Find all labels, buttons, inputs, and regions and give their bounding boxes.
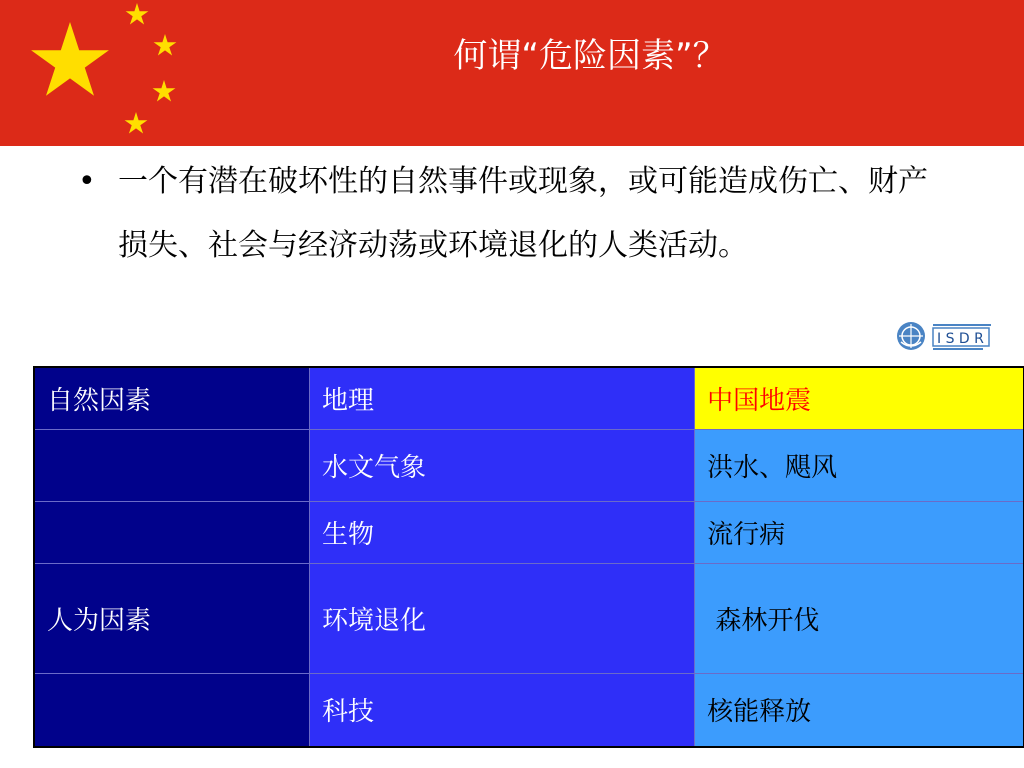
category-cell bbox=[34, 501, 309, 563]
category-cell: 自然因素 bbox=[34, 367, 309, 429]
hazard-definition: 一个有潜在破坏性的自然事件或现象，或可能造成伤亡、财产损失、社会与经济动荡或环境退化的人类活动。 bbox=[118, 164, 928, 263]
small-star-icon bbox=[125, 112, 148, 134]
category-cell bbox=[34, 673, 309, 747]
table-row bbox=[34, 367, 1024, 429]
type-cell: 科技 bbox=[309, 673, 694, 747]
slide-title: 何谓“危险因素”？ bbox=[453, 36, 727, 76]
hazard-table bbox=[33, 366, 1024, 748]
bullet-marker: • bbox=[78, 164, 96, 199]
example-cell-highlighted: 中国地震 bbox=[695, 367, 1024, 429]
large-star-icon bbox=[31, 22, 109, 96]
category-cell bbox=[34, 429, 309, 501]
table-row bbox=[34, 429, 1024, 501]
type-cell: 地理 bbox=[309, 367, 694, 429]
example-cell: 森林开伐 bbox=[695, 563, 1024, 673]
small-star-icon bbox=[126, 3, 149, 25]
small-star-icon bbox=[154, 34, 177, 56]
table-row bbox=[34, 501, 1024, 563]
type-cell: 生物 bbox=[309, 501, 694, 563]
title-banner bbox=[0, 0, 1024, 146]
small-star-icon bbox=[153, 80, 176, 102]
table-row bbox=[34, 673, 1024, 747]
type-cell: 环境退化 bbox=[309, 563, 694, 673]
flag-stars bbox=[0, 0, 200, 146]
isdr-logo bbox=[895, 320, 995, 352]
example-cell: 洪水、飓风 bbox=[695, 429, 1024, 501]
svg-text:I S D R: I S D R bbox=[937, 331, 984, 347]
type-cell: 水文气象 bbox=[309, 429, 694, 501]
category-cell: 人为因素 bbox=[34, 563, 309, 673]
table-row bbox=[34, 563, 1024, 673]
example-cell: 核能释放 bbox=[695, 673, 1024, 747]
example-cell: 流行病 bbox=[695, 501, 1024, 563]
